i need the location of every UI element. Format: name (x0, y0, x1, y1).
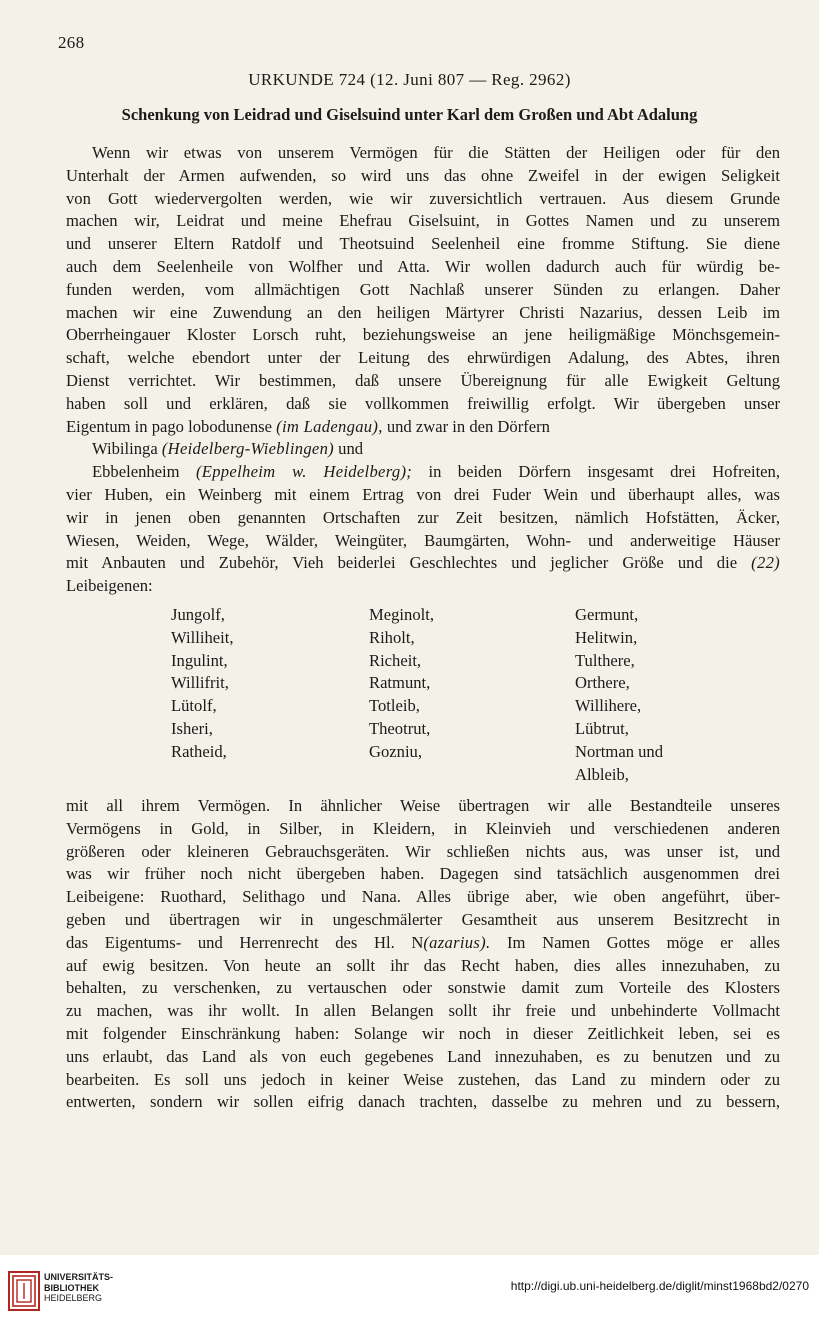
library-logo-icon (8, 1271, 40, 1311)
text-fragment: Ebbelenheim (92, 462, 196, 482)
text-line: Leibeigenen: (66, 576, 153, 596)
name-cell: Lübtrut, (575, 718, 629, 738)
text-fragment: und (334, 439, 364, 459)
serf-names-table (171, 604, 691, 786)
name-cell: Tulthere, (575, 650, 635, 670)
names-row (171, 650, 691, 673)
text-line (66, 461, 780, 484)
document-heading: URKUNDE 724 (12. Juni 807 — Reg. 2962) (248, 70, 571, 89)
name-cell: Nortman und (575, 741, 664, 761)
text-fragment: Eigentum in pago lobodunense (66, 416, 277, 436)
text-line: entwerten, sondern wir sollen eifrig danach trachten, dasselbe zu mehren und zu bessern, (66, 1092, 780, 1112)
text-line (66, 932, 780, 955)
text-line: von Gott wiedervergolten werden, wie wir zuversichtlich vertrauen. Aus diesem Grunde (66, 188, 780, 208)
text-line: machen wir, Leidrat und meine Ehefrau Giselsuint, in Gottes Namen und zu unserem (66, 211, 780, 231)
name-cell: Meginolt, (369, 605, 434, 624)
digitization-footer (0, 1255, 819, 1323)
text-line: machen wir eine Zuwendung an den heiligen Märtyrer Christi Nazarius, dessen Leib im (66, 302, 780, 322)
page-reference: (22) (751, 553, 780, 573)
text-line: auch dem Seelenheile von Wolfher und Atta. Wir wollen dadurch auch für würdig be- (66, 256, 780, 276)
name-cell: Totleib, (369, 696, 420, 716)
name-cell: Willifrit, (171, 673, 229, 693)
text-line: haben soll und erklären, daß sie vollkommen freiwillig erfolgt. Wir übergeben unser (66, 393, 780, 413)
text-line: vier Huben, ein Weinberg mit einem Ertrag von drei Fuder Wein und überhaupt alles, was (66, 484, 780, 504)
text-line: Unterhalt der Armen aufwenden, so wird uns das ohne Zweifel in der ewigen Seligkeit (66, 165, 780, 185)
names-row (171, 718, 691, 741)
place-annotation: (Heidelberg-Wieblingen) (161, 439, 335, 459)
text-line: Vermögens in Gold, in Silber, in Kleidern, in Kleinvieh und verschiedenen anderen (66, 818, 780, 838)
text-line: und unserer Eltern Ratdolf und Theotsuind Seelenheil eine fromme Stiftung. Sie diene (66, 234, 780, 254)
text-line: Dienst verrichtet. Wir bestimmen, daß unsere Übereignung für alle Ewigkeit Geltung (66, 370, 780, 390)
name-cell: Jungolf, (171, 605, 225, 624)
text-line: was wir früher noch nicht übergeben haben. Dagegen sind tatsächlich ausgenommen drei (66, 864, 780, 884)
text-line: auf ewig besitzen. Von heute an sollt ihr das Recht haben, dies alles innezuhaben, zu (66, 955, 780, 975)
name-cell: Theotrut, (369, 718, 431, 738)
page-number: 268 (58, 33, 85, 52)
paragraph-2 (66, 795, 780, 1114)
text-line: geben und übertragen wir in ungeschmälerter Gesamtheit aus unserem Besitzrecht in (66, 909, 780, 929)
names-row (171, 604, 691, 627)
names-row (171, 764, 691, 787)
library-name-line: UNIVERSITÄTS- (44, 1272, 114, 1282)
name-cell: Richeit, (369, 650, 422, 670)
document-subheading: Schenkung von Leidrad und Giselsuind unter Karl dem Großen und Abt Adalung (121, 105, 698, 124)
library-name-line: BIBLIOTHEK (44, 1282, 99, 1293)
names-row (171, 627, 691, 650)
name-cell: Ingulint, (171, 650, 228, 670)
text-line: uns erlaubt, das Land als von euch gegebenes Land innezuhaben, es zu benutzen und zu (66, 1046, 780, 1066)
name-cell: Williheit, (171, 627, 234, 647)
name-cell: Germunt, (575, 605, 639, 624)
text-line (66, 438, 780, 461)
text-line: bearbeiten. Es soll uns jedoch in keiner Weise zustehen, das Land zu mindern oder zu (66, 1069, 780, 1089)
name-expansion: (azarius). (423, 932, 491, 952)
name-cell: Orthere, (575, 673, 630, 693)
name-cell: Gozniu, (369, 741, 422, 761)
text-line: Oberrheingauer Kloster Lorsch ruht, beziehungsweise an jene heiligmäßige Mönchsgemein- (66, 325, 780, 345)
text-line (66, 416, 780, 439)
names-row (171, 695, 691, 718)
name-cell: Isheri, (171, 718, 213, 738)
text-line: wir in jenen oben genannten Ortschaften zur Zeit besitzen, nämlich Hofstätten, Äcker, (66, 507, 780, 527)
text-line: schaft, welche ebendort unter der Leitung des ehrwürdigen Adalung, des Abtes, ihren (66, 348, 780, 368)
text-line: behalten, zu verschenken, zu vertauschen oder sonstwie damit zum Vorteile des Klosters (66, 978, 780, 998)
paragraph-1 (66, 142, 780, 598)
text-fragment: Im Namen Gottes möge er alles (490, 932, 780, 952)
text-line: Wenn wir etwas von unserem Vermögen für die Stätten der Heiligen oder für den (92, 143, 780, 162)
place-annotation: (Eppelheim w. Heidelberg); (195, 462, 413, 482)
place-annotation: (im Ladengau), (276, 416, 383, 436)
name-cell: Ratmunt, (369, 673, 431, 693)
text-line: zu machen, was ihr wollt. In allen Belangen sollt ihr freie und unbehinderte Vollmacht (66, 1001, 780, 1021)
names-row (171, 672, 691, 695)
text-line: mit folgender Einschränkung haben: Solange wir noch in dieser Zeitlichkeit leben, sei es (66, 1023, 780, 1043)
text-line: größeren oder kleineren Gebrauchsgeräten. Wir schließen nichts aus, was unser ist, und (66, 841, 780, 861)
permalink-url[interactable]: http://digi.ub.uni-heidelberg.de/diglit/minst1968bd2/0270 (510, 1279, 809, 1293)
text-fragment: mit Anbauten und Zubehör, Vieh beiderlei Geschlechtes und jeglicher Größe und die (66, 553, 752, 573)
library-name-line: HEIDELBERG (44, 1293, 103, 1303)
text-line (66, 552, 780, 575)
name-cell: Albleib, (575, 764, 629, 784)
name-cell: Ratheid, (171, 741, 227, 761)
text-line: Wiesen, Weiden, Wege, Wälder, Weingüter, Baumgärten, Wohn- und anderweitige Häuser (66, 530, 780, 550)
text-fragment: und zwar in den Dörfern (382, 416, 550, 436)
library-name (44, 1272, 113, 1304)
text-line: mit all ihrem Vermögen. In ähnlicher Weise übertragen wir alle Bestandteile unseres (66, 796, 780, 815)
text-fragment: in beiden Dörfern insgesamt drei Hofreiten, (412, 462, 780, 482)
text-fragment: Wibilinga (92, 439, 162, 459)
name-cell: Riholt, (369, 627, 415, 647)
name-cell: Willihere, (575, 696, 642, 716)
name-cell: Lütolf, (171, 696, 217, 716)
text-fragment: das Eigentums- und Herrenrecht des Hl. N (66, 932, 424, 952)
text-line: Leibeigene: Ruothard, Selithago und Nana. Alles übrige aber, wie oben angeführt, über- (66, 887, 780, 907)
text-line: funden werden, vom allmächtigen Gott Nachlaß unserer Sünden zu erlangen. Daher (66, 279, 780, 299)
names-row (171, 741, 691, 764)
name-cell: Helitwin, (575, 627, 638, 647)
